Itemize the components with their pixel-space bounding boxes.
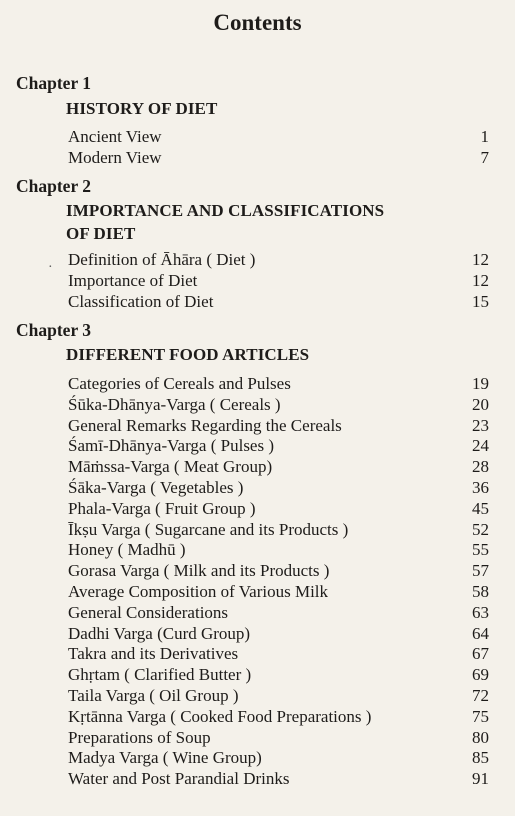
toc-entry[interactable] [68,727,489,749]
toc-entry[interactable] [68,747,489,769]
toc-entry[interactable] [68,291,489,313]
entry-page: 67 [472,644,489,664]
entry-page: 58 [472,582,489,601]
toc-entry[interactable] [68,643,489,665]
toc-entry[interactable] [68,249,489,271]
toc-entry[interactable] [68,539,489,561]
toc-entry[interactable] [68,602,489,624]
toc-entry[interactable] [68,706,489,728]
entry-page: 45 [472,498,489,518]
entry-title: Classification of Diet [68,292,214,311]
entry-page: 36 [472,478,489,497]
toc-entry[interactable] [68,519,489,541]
entry-title: General Considerations [68,602,229,622]
toc-entry[interactable] [68,270,489,292]
entry-title: Definition of Āhāra ( Diet ) [68,250,256,269]
toc-entry[interactable] [68,581,489,603]
entry-title: Māṁssa-Varga ( Meat Group) [68,457,273,477]
toc-entry[interactable] [68,685,489,707]
toc-entry[interactable] [68,498,489,520]
entry-title: Preparations of Soup [68,727,211,747]
toc-entry[interactable] [68,623,489,645]
entry-page: 64 [472,623,489,643]
chapter-1-section-title: HISTORY OF DIET [66,99,218,118]
toc-entry[interactable] [68,373,489,395]
entry-page: 75 [472,706,489,726]
entry-title: Īkṣu Varga ( Sugarcane and its Products ) [68,519,349,539]
entry-page: 91 [472,769,489,789]
entry-page: 63 [472,602,489,622]
entry-title: Śamī-Dhānya-Varga ( Pulses ) [68,436,275,456]
toc-entry[interactable] [68,415,489,437]
entry-page: 28 [472,457,489,477]
entry-page: 12 [472,271,489,290]
entry-page: 23 [472,415,489,435]
entry-page: 1 [480,127,489,146]
toc-entry[interactable] [68,560,489,582]
entry-title: Kṛtānna Varga ( Cooked Food Preparations ) [68,706,372,726]
entry-page: 52 [472,519,489,539]
entry-title: Dadhi Varga (Curd Group) [68,623,251,643]
entry-title: Ghṛtam ( Clarified Butter ) [68,665,252,685]
entry-title: Categories of Cereals and Pulses [68,374,291,393]
toc-entry[interactable] [68,768,489,790]
entry-title: Honey ( Madhū ) [68,540,186,560]
toc-entry[interactable] [68,664,489,686]
entry-page: 55 [472,540,489,560]
entry-page: 19 [472,374,489,393]
entry-page: 57 [472,561,489,581]
chapter-2-section-title-line2: OF DIET [66,224,136,243]
entry-page: 24 [472,436,489,456]
entry-title: Śāka-Varga ( Vegetables ) [68,478,244,497]
entry-title: Modern View [68,148,162,167]
entry-title: Water and Post Parandial Drinks [68,769,290,789]
toc-entry[interactable] [68,477,489,499]
entry-title: Taila Varga ( Oil Group ) [68,686,239,705]
entry-page: 20 [472,394,489,414]
entry-title: General Remarks Regarding the Cereals [68,415,342,435]
entry-page: 80 [472,727,489,747]
entry-title: Gorasa Varga ( Milk and its Products ) [68,561,330,581]
entry-title: Madya Varga ( Wine Group) [68,748,262,768]
toc-entry[interactable] [68,394,489,416]
entry-page: 7 [480,148,489,167]
toc-entry[interactable] [68,435,489,457]
entry-page: 85 [472,748,489,768]
entry-page: 72 [472,686,489,705]
entry-page: 69 [472,665,489,685]
chapter-3-label: Chapter 3 [16,320,92,340]
stray-mark: · [48,260,53,275]
toc-entry[interactable] [68,147,489,169]
entry-title: Ancient View [68,127,162,146]
entry-title: Phala-Varga ( Fruit Group ) [68,498,256,518]
entry-page: 15 [472,292,489,311]
entry-title: Śūka-Dhānya-Varga ( Cereals ) [68,394,281,414]
entry-title: Takra and its Derivatives [68,644,239,664]
toc-entry[interactable] [68,126,489,148]
chapter-2-section-title: IMPORTANCE AND CLASSIFICATIONS [66,201,385,220]
entry-title: Average Composition of Various Milk [68,582,329,601]
entry-title: Importance of Diet [68,271,198,290]
entry-page: 12 [472,250,489,269]
chapter-1-label: Chapter 1 [16,73,92,93]
chapter-2-label: Chapter 2 [16,176,92,196]
page-title: Contents [213,10,302,35]
chapter-3-section-title: DIFFERENT FOOD ARTICLES [66,345,310,364]
toc-entry[interactable] [68,456,489,478]
